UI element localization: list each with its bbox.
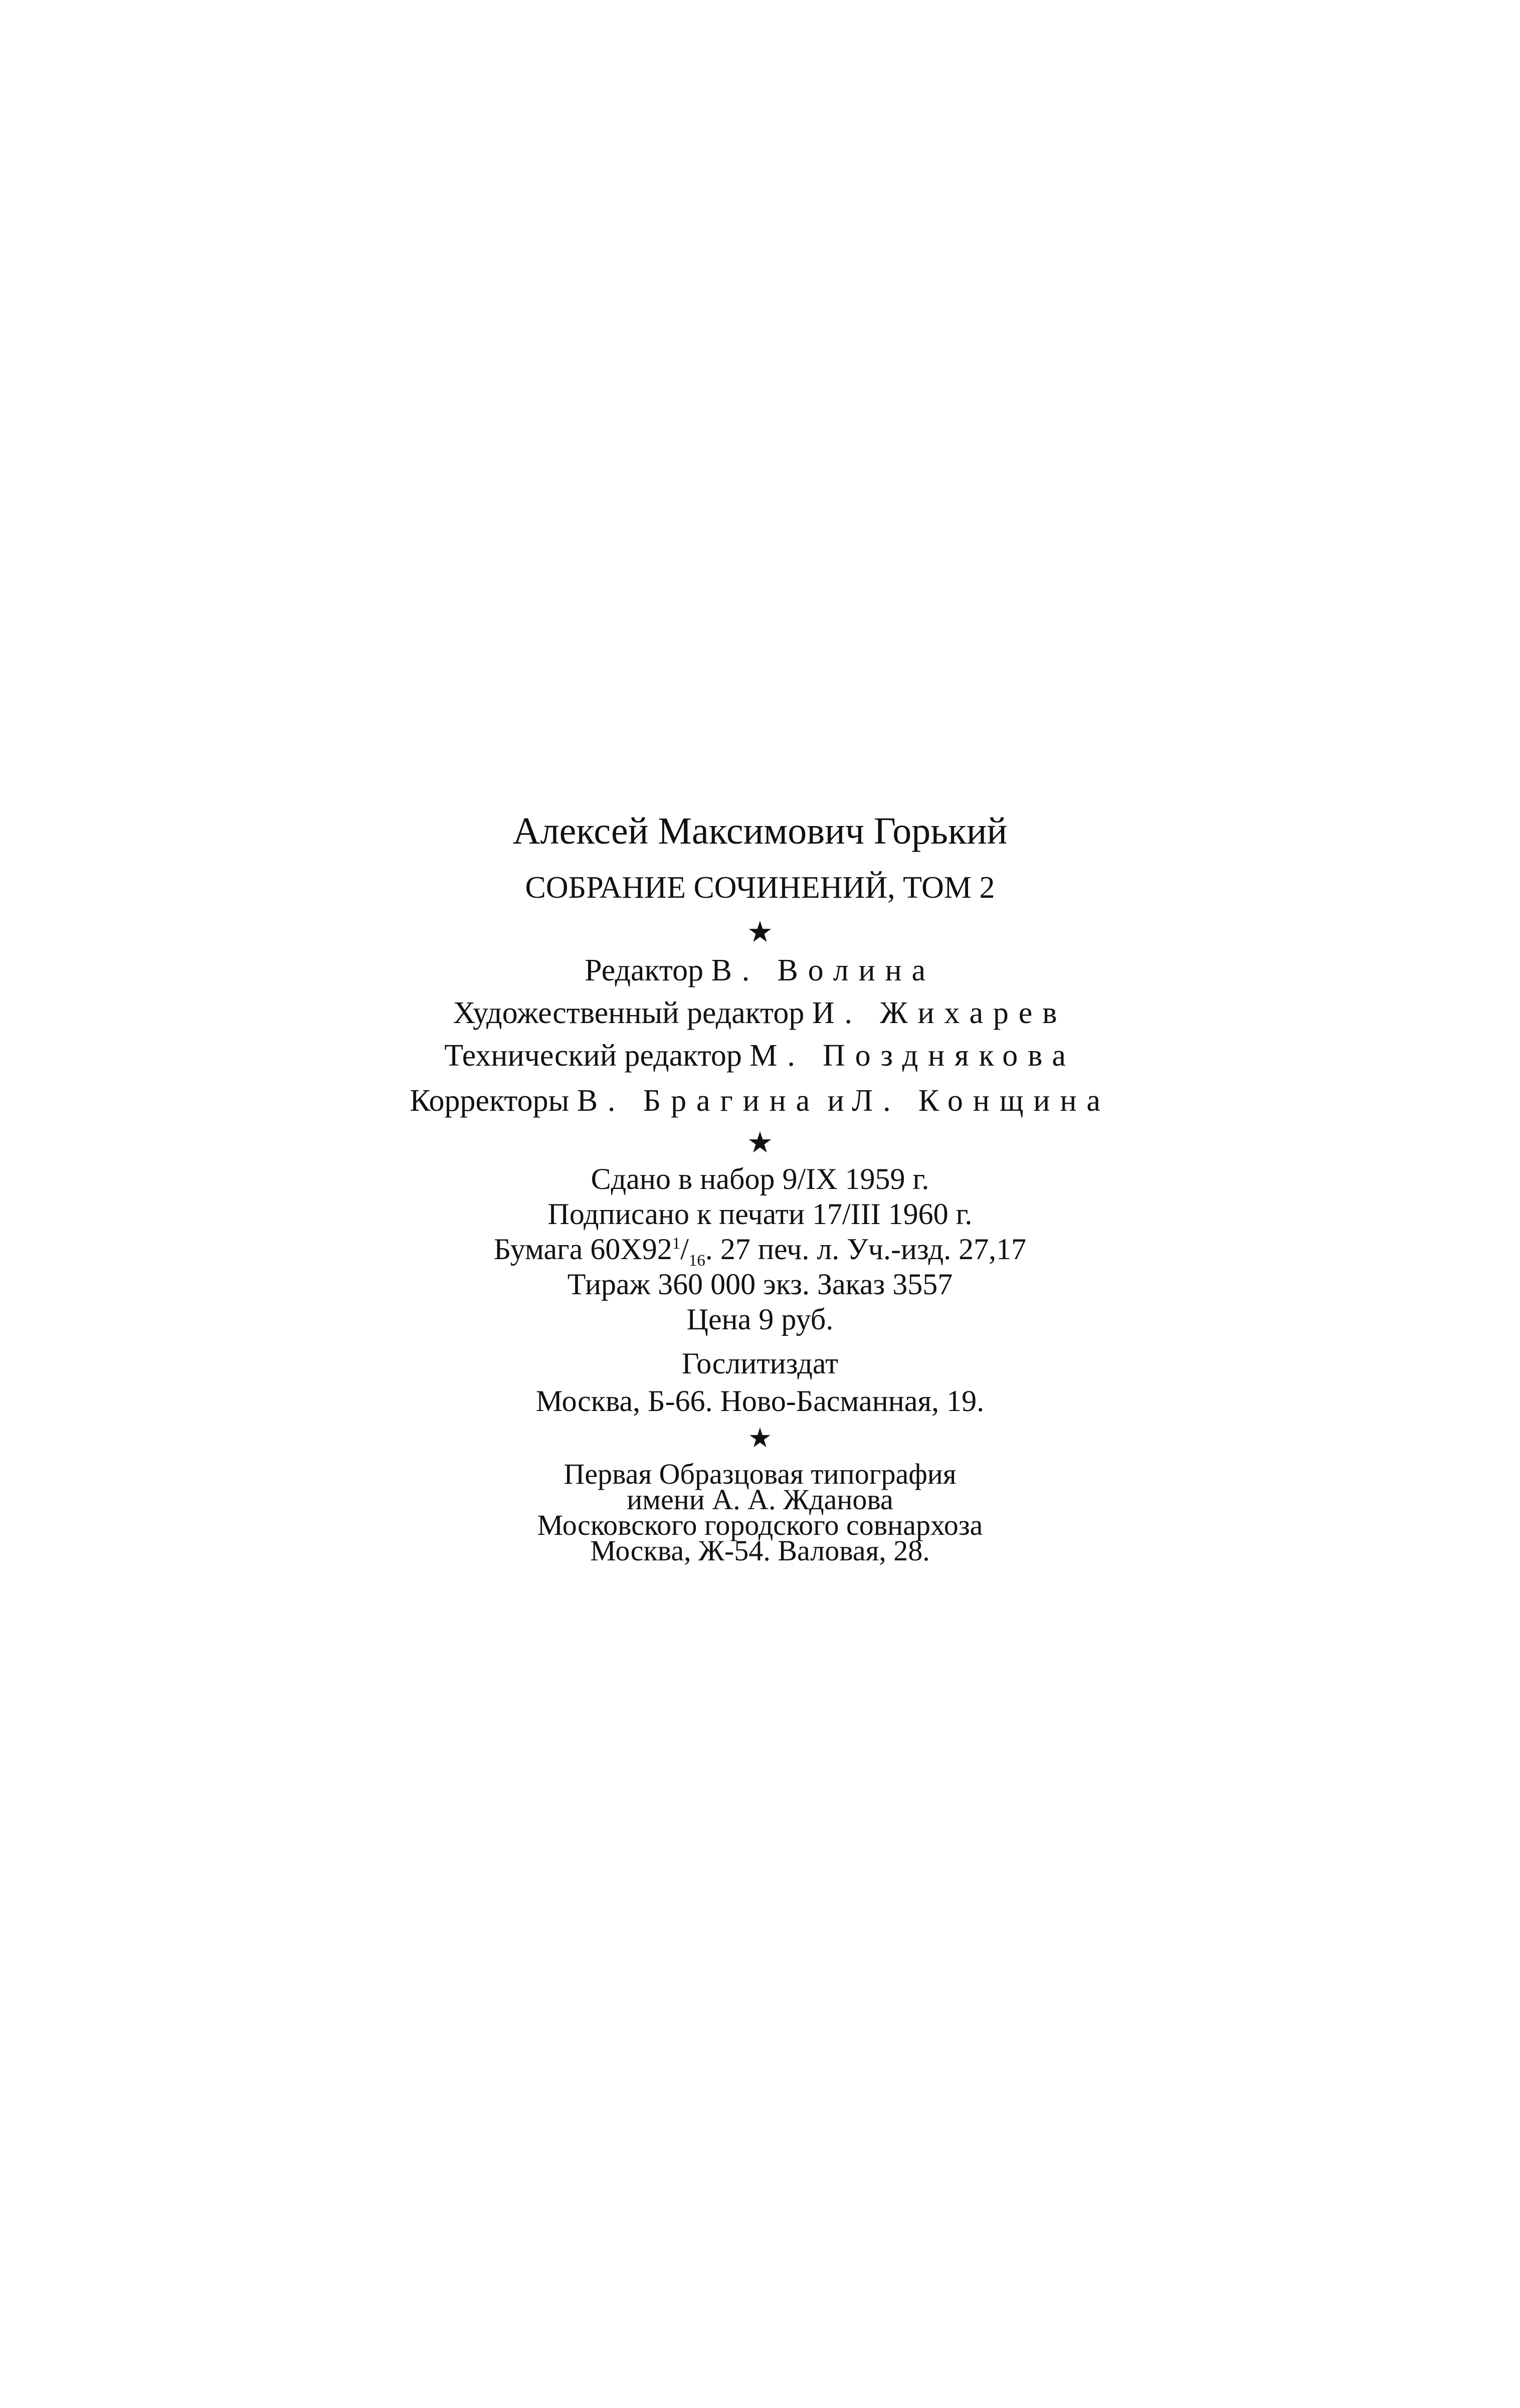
typeset-date-text: Сдано в набор 9/IX 1959 г. [591, 1162, 929, 1195]
tech-editor-name: М. Позднякова [749, 1039, 1076, 1073]
printer-line-4 [0, 1536, 1520, 1565]
signed-date [0, 1199, 1520, 1229]
separator-star-2 [0, 1125, 1520, 1159]
print-run [0, 1269, 1520, 1299]
price [0, 1304, 1520, 1334]
print-run-text: Тираж 360 000 экз. Заказ 3557 [567, 1268, 953, 1301]
series-title-text: СОБРАНИЕ СОЧИНЕНИЙ, ТОМ 2 [525, 871, 995, 905]
publisher-address-text: Москва, Б-66. Ново-Басманная, 19. [535, 1384, 985, 1418]
signed-date-text: Подписано к печати 17/III 1960 г. [547, 1197, 973, 1231]
paper-format-prefix: Бумага 60X92 [493, 1233, 672, 1266]
proofreader-2-name: Л. Конщина [852, 1084, 1110, 1118]
publisher-name [0, 1348, 1520, 1378]
typeset-date [0, 1164, 1520, 1194]
paper-fraction-denominator: 16 [688, 1252, 705, 1270]
proofreader-1-name: В. Брагина [577, 1084, 820, 1118]
printer-line-4-text: Москва, Ж-54. Валовая, 28. [590, 1534, 930, 1567]
star-icon: ★ [747, 1125, 773, 1159]
printer-line-1-text: Первая Образцовая типография [563, 1458, 957, 1490]
art-editor-line [0, 997, 1520, 1029]
price-text: Цена 9 руб. [686, 1303, 834, 1336]
proofreaders-line [0, 1085, 1520, 1116]
art-editor-name: И. Жихарев [812, 996, 1067, 1030]
editor-role: Редактор [585, 953, 704, 987]
star-icon: ★ [747, 915, 773, 949]
publisher-name-text: Гослитиздат [681, 1347, 839, 1380]
editor-name: В. Волина [711, 953, 935, 987]
editor-line [0, 955, 1520, 986]
author-name [0, 812, 1520, 850]
proofreaders-role: Корректоры [410, 1084, 569, 1118]
proofreaders-conjunction: и [827, 1084, 844, 1118]
series-title [0, 872, 1520, 903]
paper-format: Бумага $60X92^1/_{16}$. 27 печ. л. Уч.-изд. 27,17 [493, 1233, 1027, 1270]
paper-fraction-numerator: 1 [672, 1235, 681, 1253]
publisher-address [0, 1386, 1520, 1416]
printer-line-2-text: имени А. А. Жданова [627, 1483, 893, 1516]
printer-line-3-text: Московского городского совнархоза [537, 1509, 983, 1541]
separator-star-3 [0, 1422, 1520, 1454]
separator-star-1 [0, 915, 1520, 949]
star-icon: ★ [747, 1422, 773, 1454]
paper-format-suffix: . 27 печ. л. Уч.-изд. 27,17 [705, 1233, 1027, 1266]
tech-editor-line [0, 1040, 1520, 1071]
art-editor-role: Художественный редактор [453, 996, 805, 1030]
author-name-text: Алексей Максимович Горький [512, 810, 1008, 852]
tech-editor-role: Технический редактор [444, 1039, 742, 1073]
